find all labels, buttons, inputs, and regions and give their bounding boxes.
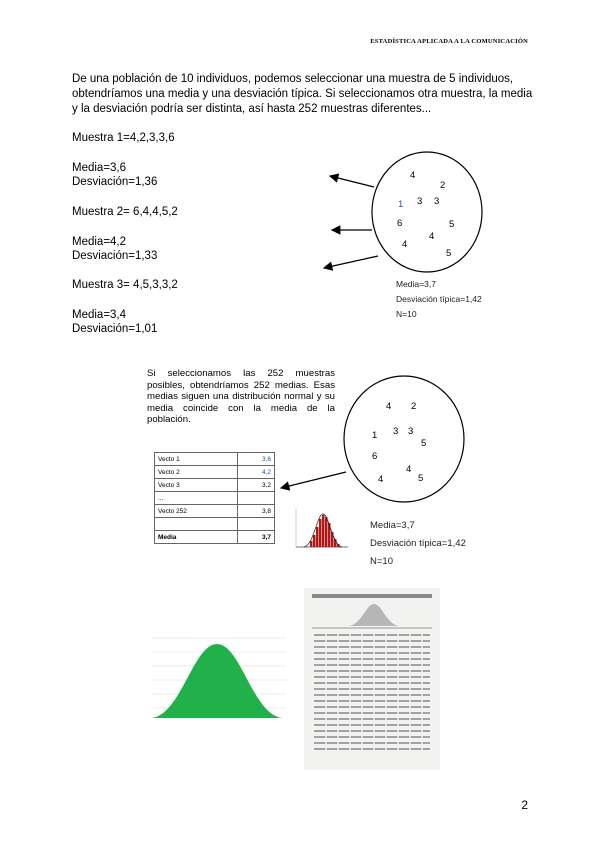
pop1-number: 4 <box>402 239 408 250</box>
table-row <box>155 466 275 479</box>
pop2-number: 6 <box>372 451 378 462</box>
normal-table-scan <box>304 588 440 770</box>
sample-1-media: Media=3,6 <box>72 162 127 174</box>
table-row <box>155 531 275 544</box>
table-cell: 3,6 <box>237 453 274 466</box>
table-cell <box>237 518 274 531</box>
pop2-number: 3 <box>408 426 414 437</box>
pop1-number: 1 <box>398 199 404 210</box>
pop1-desviacion: Desviación típica=1,42 <box>396 294 482 304</box>
paragraph-252-samples: Si seleccionamos las 252 muestras posibles, obtendríamos 252 medias. Esas medias siguen una distribución normal y su media coincide con la media de la población. <box>147 368 335 425</box>
sample-3-media: Media=3,4 <box>72 309 127 321</box>
table-cell: 4,2 <box>237 466 274 479</box>
pop1-number: 5 <box>446 248 452 259</box>
sample-means-table <box>154 452 275 544</box>
table-cell: 3,8 <box>237 505 274 518</box>
normal-curve-image <box>151 630 286 720</box>
pop2-number: 3 <box>393 426 399 437</box>
arrow-sample-1 <box>330 176 374 187</box>
intro-paragraph: De una población de 10 individuos, podemos seleccionar una muestra de 5 individuos, obtendríamos una media y una desviación típica. Si seleccionamos otra muestra, la media y la desviación podría ser distinta, así hasta 252 muestras diferentes... <box>72 73 533 115</box>
table-cell <box>237 492 274 505</box>
pop2-number: 4 <box>378 474 384 485</box>
arrow-sample-3 <box>324 256 378 268</box>
sample-2-media: Media=4,2 <box>72 236 127 248</box>
pop1-number: 2 <box>440 180 446 191</box>
sample-3-desviacion: Desviación=1,01 <box>72 323 158 335</box>
table-cell: Vecto 252 <box>155 505 238 518</box>
population-circle-1 <box>372 152 482 272</box>
table-cell: Media <box>155 531 238 544</box>
pop2-number: 4 <box>386 401 392 412</box>
pop2-number: 1 <box>372 430 378 441</box>
table-cell: Vecto 1 <box>155 453 238 466</box>
pop2-number: 5 <box>418 473 424 484</box>
pop2-number: 2 <box>411 401 417 412</box>
pop2-media: Media=3,7 <box>370 520 415 531</box>
sample-3-label: Muestra 3= 4,5,3,3,2 <box>72 279 178 291</box>
table-cell <box>155 518 238 531</box>
table-row <box>155 479 275 492</box>
running-header: ESTADÍSTICA APLICADA A LA COMUNICACIÓN <box>370 38 528 45</box>
population-circle-2 <box>344 376 464 502</box>
table-cell: 3,2 <box>237 479 274 492</box>
table-cell: Vecto 3 <box>155 479 238 492</box>
pop1-number: 3 <box>434 196 440 207</box>
pop1-number: 4 <box>410 170 416 181</box>
table-cell: 3,7 <box>237 531 274 544</box>
arrow-to-table <box>281 472 346 488</box>
table-row <box>155 492 275 505</box>
pop1-number: 6 <box>397 218 403 229</box>
histogram-image <box>290 505 350 551</box>
pop1-number: 4 <box>429 231 435 242</box>
pop2-desviacion: Desviación típica=1,42 <box>370 538 466 549</box>
table-row <box>155 518 275 531</box>
pop2-number: 5 <box>421 438 427 449</box>
table-row <box>155 453 275 466</box>
sample-1-label: Muestra 1=4,2,3,3,6 <box>72 132 175 144</box>
sample-2-desviacion: Desviación=1,33 <box>72 250 158 262</box>
pop2-n: N=10 <box>370 556 393 567</box>
table-row <box>155 505 275 518</box>
pop1-number: 5 <box>449 219 455 230</box>
sample-2-label: Muestra 2= 6,4,4,5,2 <box>72 206 178 218</box>
page-number: 2 <box>521 798 528 812</box>
pop2-number: 4 <box>406 464 412 475</box>
pop1-number: 3 <box>417 196 423 207</box>
table-cell: ... <box>155 492 238 505</box>
table-cell: Vecto 2 <box>155 466 238 479</box>
pop1-media: Media=3,7 <box>396 279 436 289</box>
pop1-n: N=10 <box>396 309 417 319</box>
sample-1-desviacion: Desviación=1,36 <box>72 176 158 188</box>
